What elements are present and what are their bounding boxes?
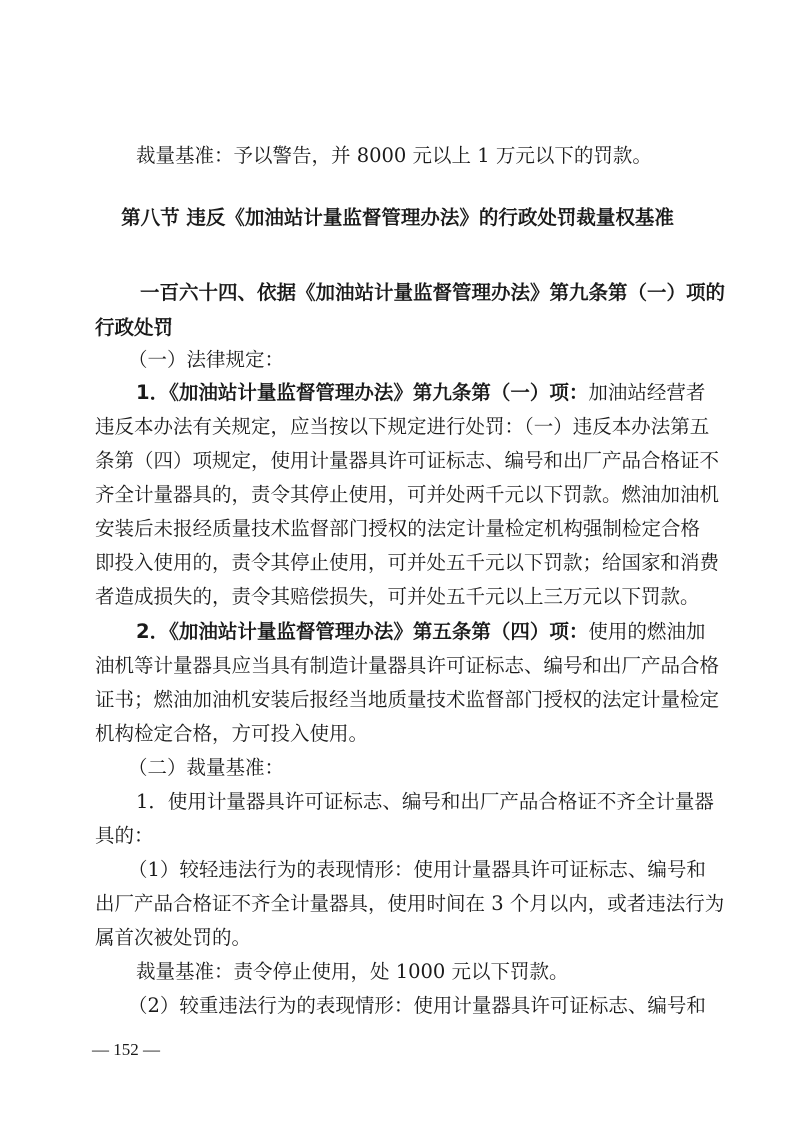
- provision-1-title: 1．《加油站计量监督管理办法》第九条第（一）项：: [136, 381, 589, 404]
- provision-1-line-7: 者造成损失的，责令其赔偿损失，可并处五千元以上三万元以下罚款。: [95, 585, 700, 608]
- provision-2-line-1: [136, 617, 706, 647]
- provision-1-line-1: [136, 378, 706, 408]
- case-1-standard: 裁量基准：责令停止使用，处 1000 元以下罚款。: [136, 960, 569, 983]
- provision-2-line-3: 证书；燃油加油机安装后报经当地质量技术监督部门授权的法定计量检定: [95, 688, 720, 711]
- heading-line-2: 行政处罚: [95, 316, 174, 339]
- case-1-line-2: 出厂产品合格证不齐全计量器具，使用时间在 3 个月以内，或者违法行为: [95, 892, 725, 915]
- provision-1-line-3: 条第（四）项规定，使用计量器具许可证标志、编号和出厂产品合格证不: [95, 449, 720, 472]
- case-2-line-1: （2）较重违法行为的表现情形：使用计量器具许可证标志、编号和: [128, 994, 706, 1017]
- penalty-standard-line: 裁量基准：予以警告，并 8000 元以上 1 万元以下的罚款。: [136, 144, 652, 167]
- provision-1-line-2: 违反本办法有关规定，应当按以下规定进行处罚：（一）违反本办法第五: [95, 415, 710, 438]
- provision-2-text: 使用的燃油加: [588, 620, 706, 643]
- page-number: — 152 —: [92, 1040, 160, 1059]
- provision-1-text: 加油站经营者: [588, 381, 706, 404]
- legal-provisions-heading: （一）法律规定：: [128, 348, 285, 371]
- provision-2-line-4: 机构检定合格，方可投入使用。: [95, 722, 369, 745]
- section-title: 第八节 违反《加油站计量监督管理办法》的行政处罚裁量权基准: [121, 206, 674, 229]
- provision-2-title: 2．《加油站计量监督管理办法》第五条第（四）项：: [136, 620, 589, 643]
- case-1-line-1: （1）较轻违法行为的表现情形：使用计量器具许可证标志、编号和: [128, 858, 706, 881]
- case-1-line-3: 属首次被处罚的。: [95, 926, 252, 949]
- provision-2-line-2: 油机等计量器具应当具有制造计量器具许可证标志、编号和出厂产品合格: [95, 654, 720, 677]
- provision-1-line-4: 齐全计量器具的，责令其停止使用，可并处两千元以下罚款。燃油加油机: [95, 483, 720, 506]
- provision-1-line-6: 即投入使用的，责令其停止使用，可并处五千元以下罚款；给国家和消费: [95, 551, 720, 574]
- standard-1-line-2: 具的：: [95, 824, 154, 847]
- standard-1-line-1: 1．使用计量器具许可证标志、编号和出厂产品合格证不齐全计量器: [136, 790, 714, 813]
- provision-1-line-5: 安装后未报经质量技术监督部门授权的法定计量检定机构强制检定合格: [95, 517, 700, 540]
- heading-line-1: 一百六十四、依据《加油站计量监督管理办法》第九条第（一）项的: [140, 281, 726, 304]
- discretion-standard-heading: （二）裁量基准：: [128, 756, 285, 779]
